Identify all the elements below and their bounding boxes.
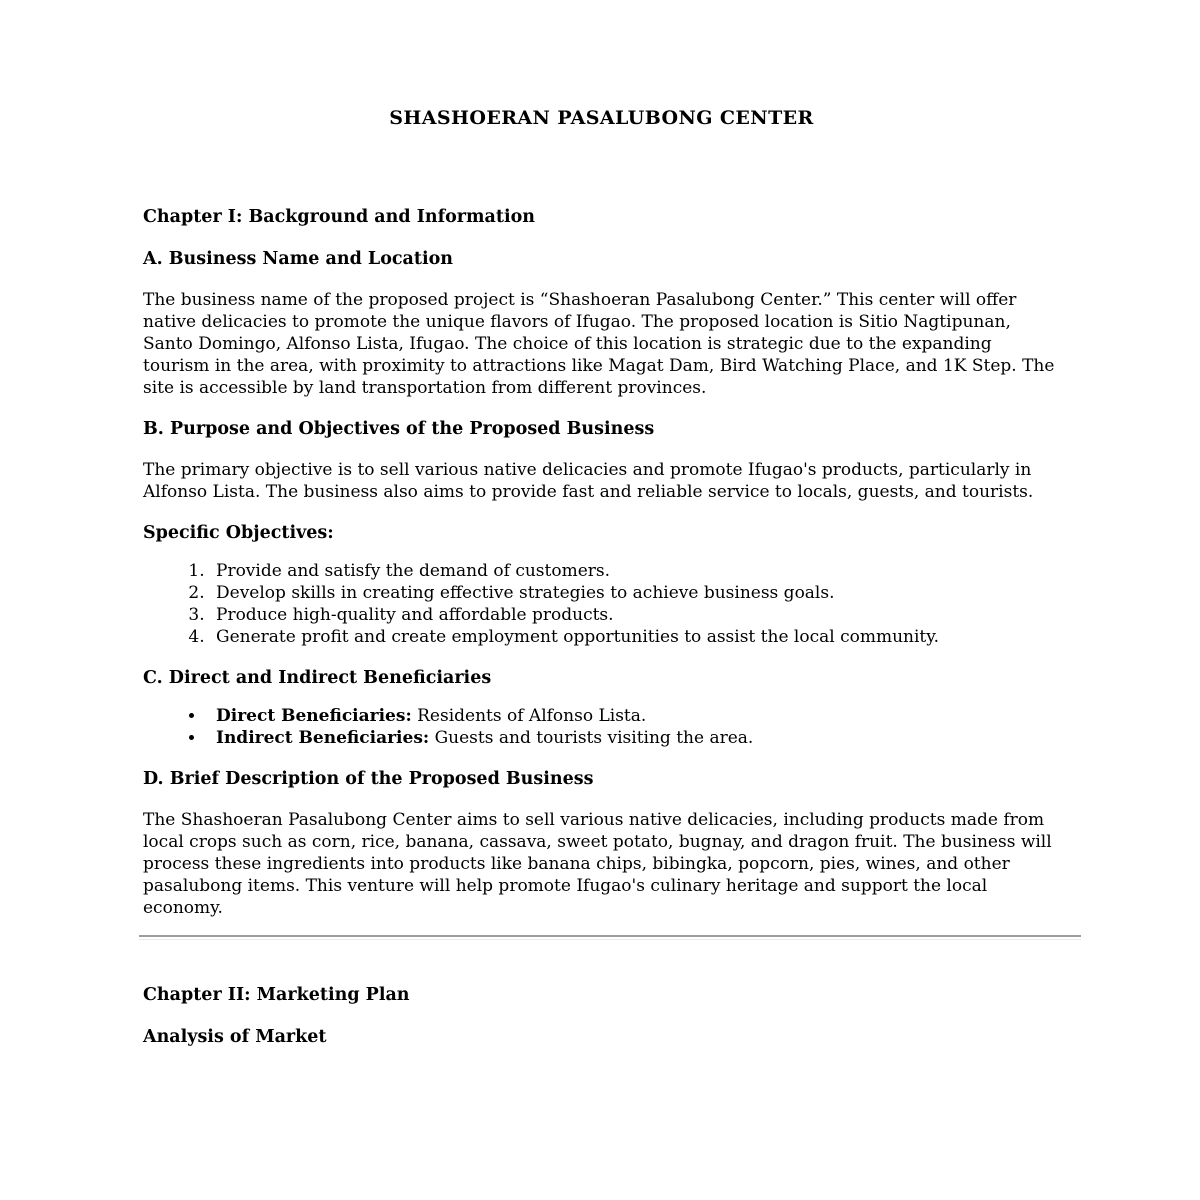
section-divider bbox=[139, 935, 1081, 940]
beneficiary-text: Residents of Alfonso Lista. bbox=[411, 706, 647, 726]
section-d-paragraph: The Shashoeran Pasalubong Center aims to sell various native delicacies, including products made from local crops such as corn, rice, banana, cassava, sweet potato, bugnay, and dragon fruit. The business will process these ingredients into products like banana chips, bibingka, popcorn, pies, wines, and other pasalubong items. This venture will help promote Ifugao's culinary heritage and support the local economy. bbox=[143, 810, 1052, 918]
objective-item: 3. Produce high-quality and affordable products. bbox=[210, 604, 1060, 626]
chapter-1-heading: Chapter I: Background and Information bbox=[143, 207, 536, 227]
chapter-2-heading: Chapter II: Marketing Plan bbox=[143, 985, 410, 1005]
objective-item: 4. Generate profit and create employment opportunities to assist the local community. bbox=[210, 626, 1060, 648]
beneficiary-item bbox=[206, 727, 1060, 749]
objectives-list bbox=[143, 560, 1060, 648]
beneficiary-label: Indirect Beneficiaries: bbox=[216, 728, 430, 748]
beneficiary-text: Guests and tourists visiting the area. bbox=[429, 728, 754, 748]
objective-item: 1. Provide and satisfy the demand of customers. bbox=[210, 560, 1060, 582]
section-a-paragraph: The business name of the proposed project is “Shashoeran Pasalubong Center.” This center will offer native delicacies to promote the unique flavors of Ifugao. The proposed location is Sitio Nagtipunan, Santo Domingo, Alfonso Lista, Ifugao. The choice of this location is strategic due to the expanding tourism in the area, with proximity to attractions like Magat Dam, Bird Watching Place, and 1K Step. The site is accessible by land transportation from different provinces. bbox=[143, 290, 1055, 398]
beneficiaries-list bbox=[143, 705, 1060, 749]
section-b-paragraph: The primary objective is to sell various native delicacies and promote Ifugao's products, particularly in Alfonso Lista. The business also aims to provide fast and reliable service to locals, guests, and tourists. bbox=[143, 460, 1034, 502]
section-d-heading: D. Brief Description of the Proposed Business bbox=[143, 769, 594, 789]
beneficiary-label: Direct Beneficiaries: bbox=[216, 706, 412, 726]
document-page bbox=[143, 0, 1060, 1049]
section-c-heading: C. Direct and Indirect Beneficiaries bbox=[143, 668, 492, 688]
specific-objectives-heading: Specific Objectives: bbox=[143, 523, 334, 543]
section-b-heading: B. Purpose and Objectives of the Proposed Business bbox=[143, 419, 655, 439]
objective-item: 2. Develop skills in creating effective strategies to achieve business goals. bbox=[210, 582, 1060, 604]
beneficiary-item bbox=[206, 705, 1060, 727]
analysis-of-market-heading: Analysis of Market bbox=[143, 1027, 327, 1047]
section-a-heading: A. Business Name and Location bbox=[143, 249, 454, 269]
document-title: SHASHOERAN PASALUBONG CENTER bbox=[389, 107, 814, 129]
